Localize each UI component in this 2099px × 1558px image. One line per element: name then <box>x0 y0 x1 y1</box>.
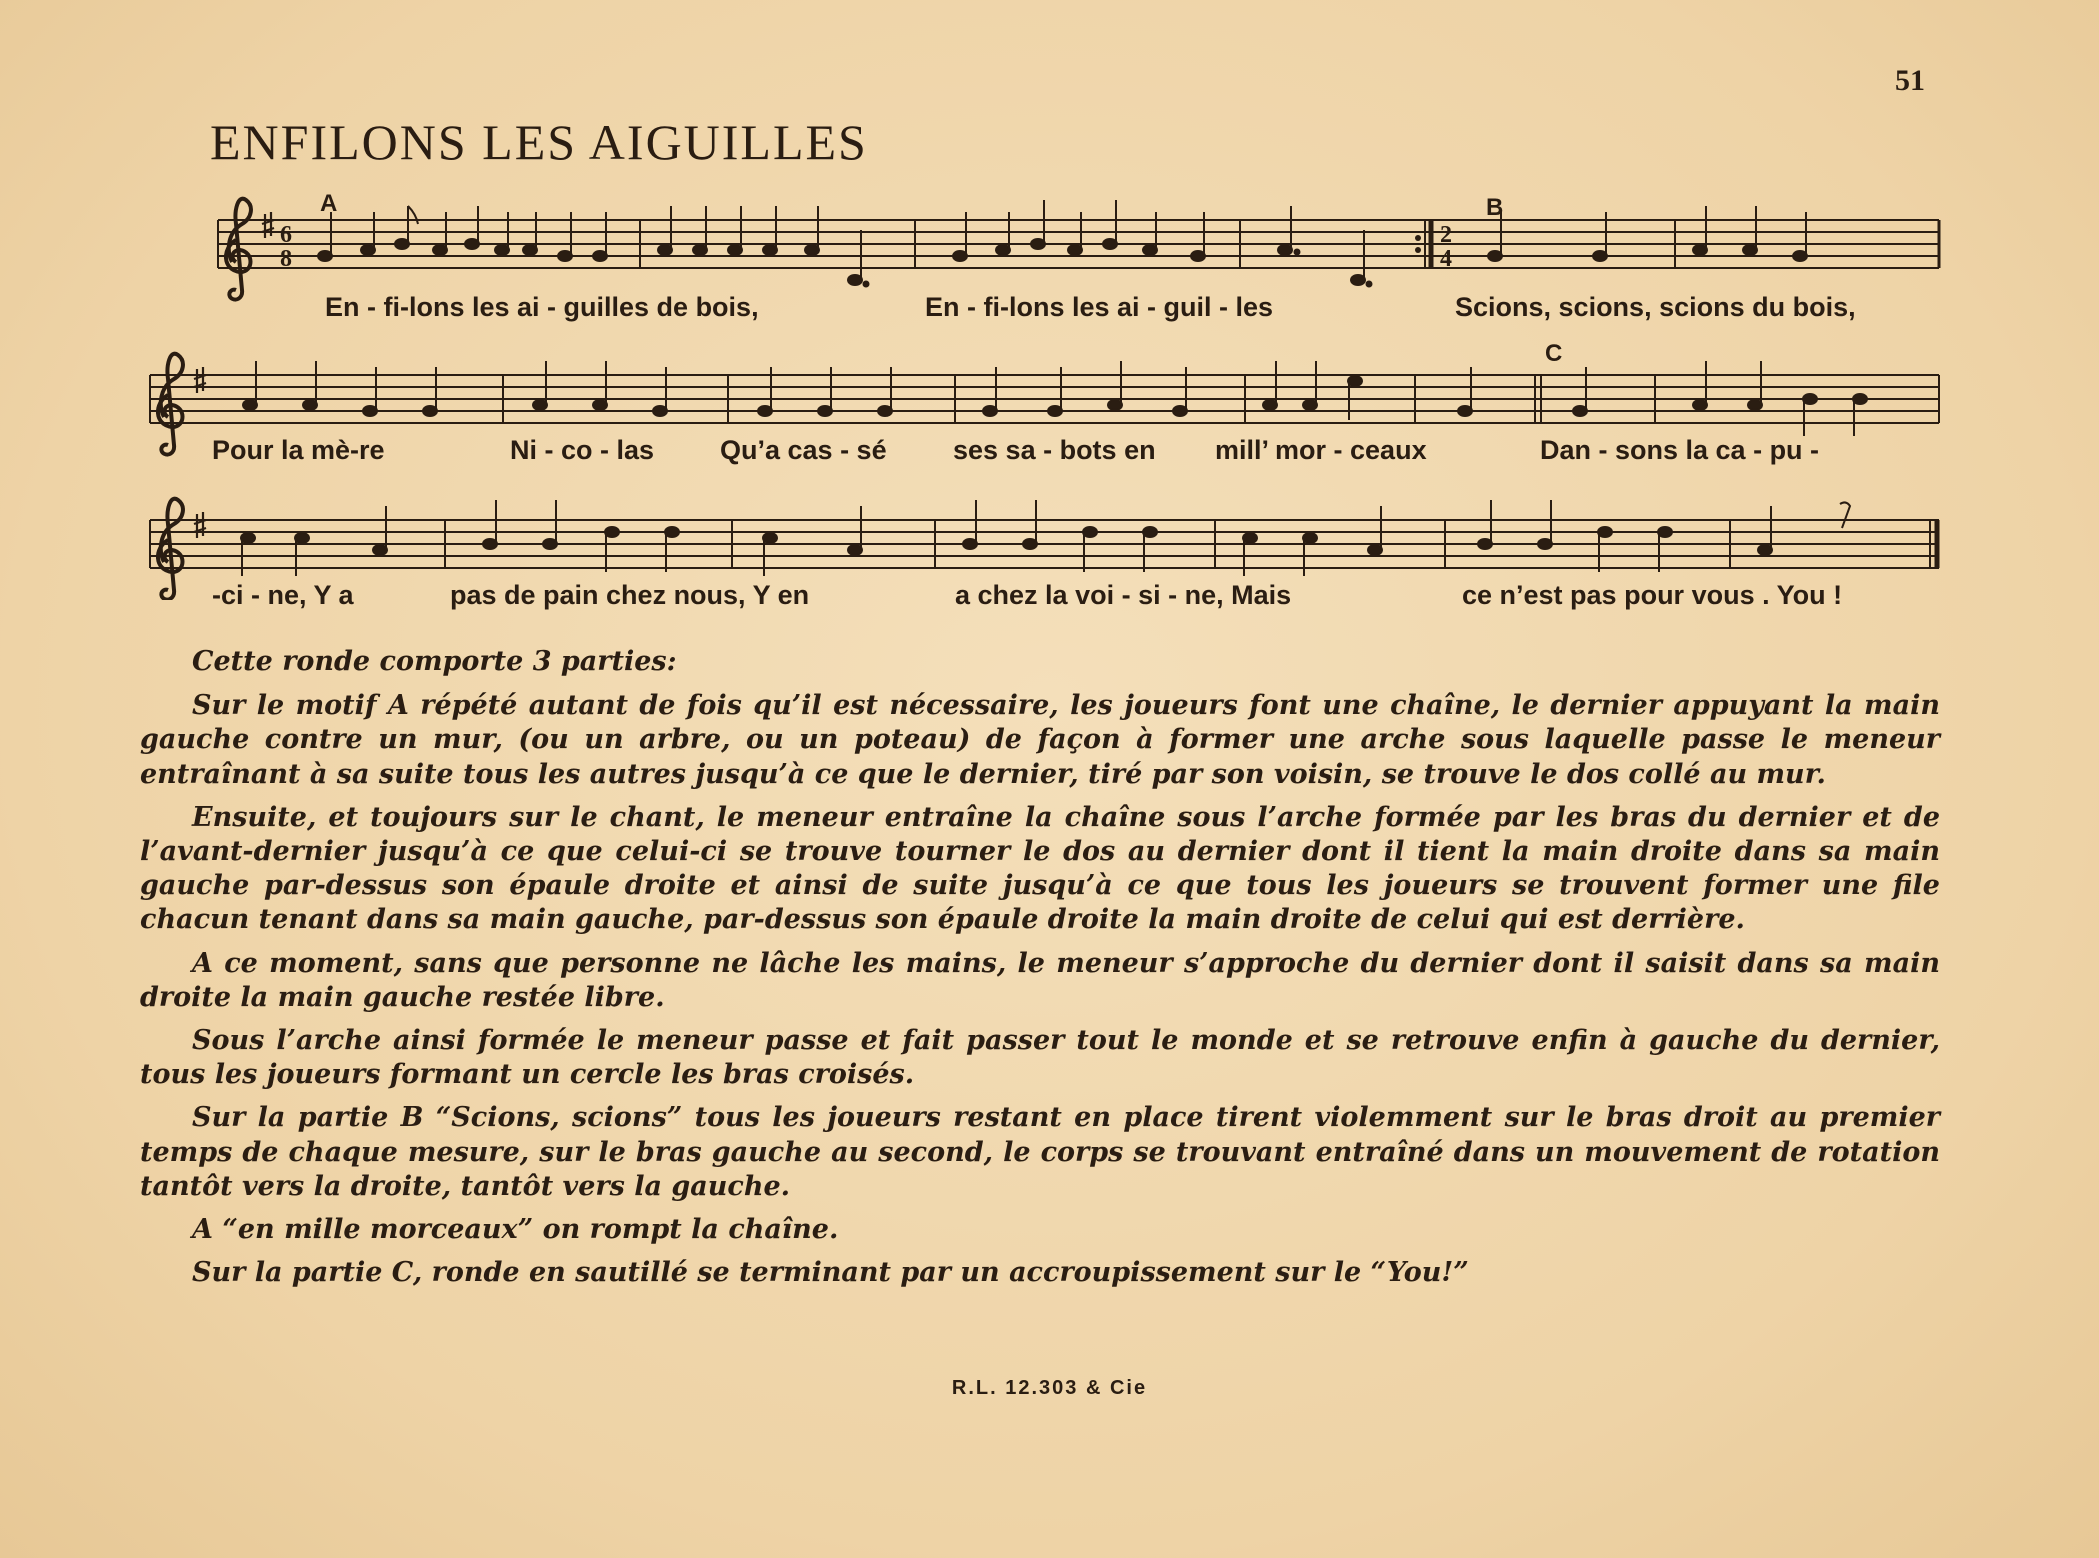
lyric-2e: mill’ mor - ceaux <box>1215 435 1427 465</box>
time-signature-2-4 <box>1440 222 1452 272</box>
lyric-3d: ce n’est pas pour vous . You ! <box>1462 580 1843 610</box>
lyric-3b: pas de pain chez nous, Y en <box>450 580 810 610</box>
section-label-a: A <box>320 190 338 217</box>
lyric-2b: Ni - co - las <box>510 435 655 465</box>
time-signature-6-8 <box>280 222 292 272</box>
lyric-1b: En - fi-lons les ai - guil - les <box>925 292 1274 322</box>
staff-line-3 <box>150 520 1939 568</box>
page-number: 51 <box>1895 64 1925 97</box>
treble-clef-icon <box>226 199 251 300</box>
sharp-icon <box>194 367 206 393</box>
instructions-intro: Cette ronde comporte 3 parties: <box>192 646 677 677</box>
lyric-2c: Qu’a cas - sé <box>720 435 887 465</box>
section-label-c: C <box>1545 340 1563 367</box>
game-instructions <box>140 645 1940 1299</box>
lyric-2f: Dan - sons la ca - pu - <box>1540 435 1820 465</box>
lyric-3a: -ci - ne, Y a <box>212 580 354 610</box>
notes-line-3 <box>241 500 1850 576</box>
lyric-3c: a chez la voi - si - ne, Mais <box>955 580 1292 610</box>
instruction-paragraph: A ce moment, sans que personne ne lâche les mains, le meneur s’approche du dernier dont il saisit dans sa main droite la main gauche restée libre. <box>140 947 1940 1013</box>
svg-text:8: 8 <box>280 246 292 272</box>
publisher-reference: R.L. 12.303 & Cie <box>951 1377 1148 1399</box>
lyric-2d: ses sa - bots en <box>953 435 1156 465</box>
svg-text:4: 4 <box>1440 246 1452 272</box>
instruction-paragraph: Sous l’arche ainsi formée le meneur passe et fait passer tout le monde et se retrouve enfin à gauche du dernier, tous les joueurs formant un cercle les bras croisés. <box>140 1025 1940 1091</box>
svg-text:2: 2 <box>1440 222 1452 248</box>
section-label-b: B <box>1486 194 1504 221</box>
svg-text:6: 6 <box>280 222 292 248</box>
sharp-icon <box>262 212 274 238</box>
lyric-1a: En - fi-lons les ai - guilles de bois, <box>325 292 759 322</box>
instruction-paragraph: A “en mille morceaux” on rompt la chaîne. <box>192 1214 839 1246</box>
lyric-1c: Scions, scions, scions du bois, <box>1455 292 1856 322</box>
staff-line-2 <box>150 375 1939 423</box>
treble-clef-icon <box>158 499 183 600</box>
instruction-paragraph: Ensuite, et toujours sur le chant, le meneur entraîne la chaîne sous l’arche formée par les bras du dernier et de l’avant-dernier jusqu’à ce que celui-ci se trouve tourner le dos au dernier dont il tient la main droite dans sa main gauche par-dessus son épaule droite et ainsi de suite jusqu’à ce que tous les joueurs se trouvent former une file chacun tenant dans sa main gauche, par-dessus son épaule droite la main droite de celui qui est derrière. <box>140 801 1940 936</box>
instruction-paragraph: Sur la partie C, ronde en sautillé se terminant par un accroupissement sur le “You!” <box>192 1257 1469 1289</box>
instruction-paragraph: Sur le motif A répété autant de fois qu’il est nécessaire, les joueurs font une chaîne, le dernier appuyant la main gauche contre un mur, (ou un arbre, ou un poteau) de façon à former une arche sous laquelle passe le meneur entraînant à sa suite tous les autres jusqu’à ce que le dernier, tiré par son voisin, se trouve le dos collé au mur. <box>140 690 1940 790</box>
song-title: ENFILONS LES AIGUILLES <box>210 114 868 170</box>
sharp-icon <box>194 512 206 538</box>
treble-clef-icon <box>158 354 183 455</box>
lyric-2a: Pour la mè-re <box>212 435 385 465</box>
instruction-paragraph: Sur la partie B “Scions, scions” tous les joueurs restant en place tirent violemment sur le bras droit au premier temps de chaque mesure, sur le bras gauche au second, le corps se trouvant entraîné dans un mouvement de rotation tantôt vers la droite, tantôt vers la gauche. <box>140 1102 1940 1202</box>
